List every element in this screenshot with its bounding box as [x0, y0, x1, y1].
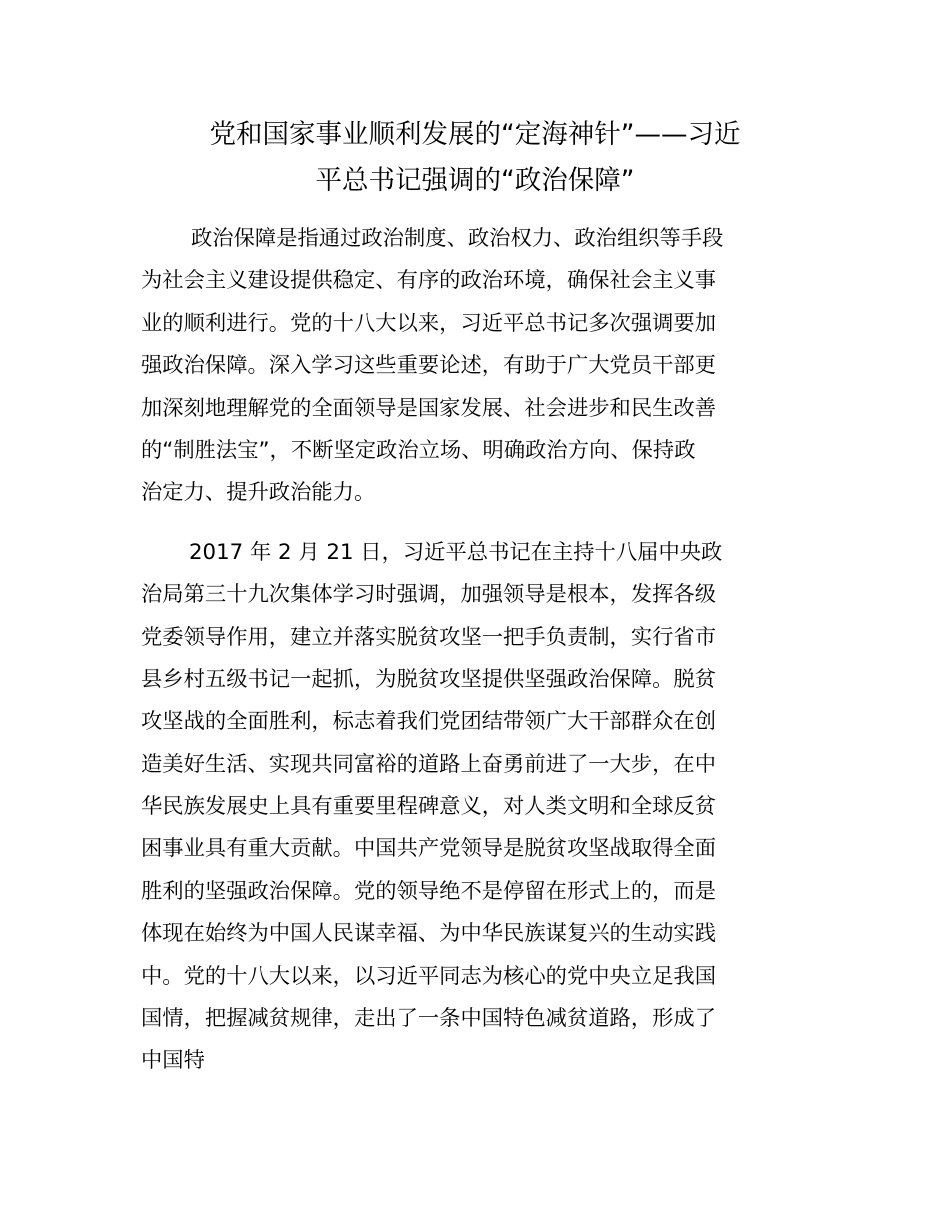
- text-line: 政治保障是指通过政治制度、政治权力、政治组织等手段: [191, 226, 724, 251]
- title-line: 党和国家事业顺利发展的“定海神针”——习近: [209, 119, 741, 150]
- text-line: 国情，把握减贫规律，走出了一条中国特色减贫道路，形成了: [141, 1006, 717, 1032]
- document-body: [141, 218, 811, 1083]
- text-line: 治局第三十九次集体学习时强调，加强领导是根本，发挥各级: [141, 582, 717, 608]
- text-line: 造美好生活、实现共同富裕的道路上奋勇前进了一大步，在中: [141, 751, 717, 777]
- text-line: 强政治保障。深入学习这些重要论述，有助于广大党员干部更: [141, 353, 717, 379]
- text-line: 加深刻地理解党的全面领导是国家发展、社会进步和民生改善: [141, 395, 717, 421]
- text-line: 困事业具有重大贡献。中国共产党领导是脱贫攻坚战取得全面: [141, 836, 717, 862]
- paragraph-political-guarantee-definition: [141, 218, 811, 515]
- paragraph-poverty-alleviation: [141, 532, 811, 1083]
- document-title: [140, 112, 810, 204]
- text-line: 县乡村五级书记一起抓，为脱贫攻坚提供坚强政治保障。脱贫: [141, 666, 717, 692]
- text-line: 治定力、提升政治能力。: [141, 480, 376, 506]
- text-line: 体现在始终为中国人民谋幸福、为中华民族谋复兴的生动实践: [141, 921, 717, 947]
- text-line: 党委领导作用，建立并落实脱贫攻坚一把手负责制，实行省市: [141, 624, 717, 650]
- text-line: 2017 年 2 月 21 日，习近平总书记在主持十八届中央政: [189, 539, 723, 565]
- text-line: 胜利的坚强政治保障。党的领导绝不是停留在形式上的，而是: [141, 878, 717, 904]
- text-line: 华民族发展史上具有重要里程碑意义，对人类文明和全球反贫: [141, 794, 717, 820]
- text-line: 中。党的十八大以来，以习近平同志为核心的党中央立足我国: [141, 963, 717, 989]
- text-line: 业的顺利进行。党的十八大以来，习近平总书记多次强调要加: [141, 310, 717, 336]
- text-line: 中国特: [141, 1048, 205, 1074]
- title-line: 平总书记强调的“政治保障”: [315, 165, 635, 196]
- text-line: 的“制胜法宝”，不断坚定政治立场、明确政治方向、保持政: [141, 437, 696, 463]
- text-line: 攻坚战的全面胜利，标志着我们党团结带领广大干部群众在创: [141, 709, 717, 735]
- text-line: 为社会主义建设提供稳定、有序的政治环境，确保社会主义事: [141, 268, 717, 294]
